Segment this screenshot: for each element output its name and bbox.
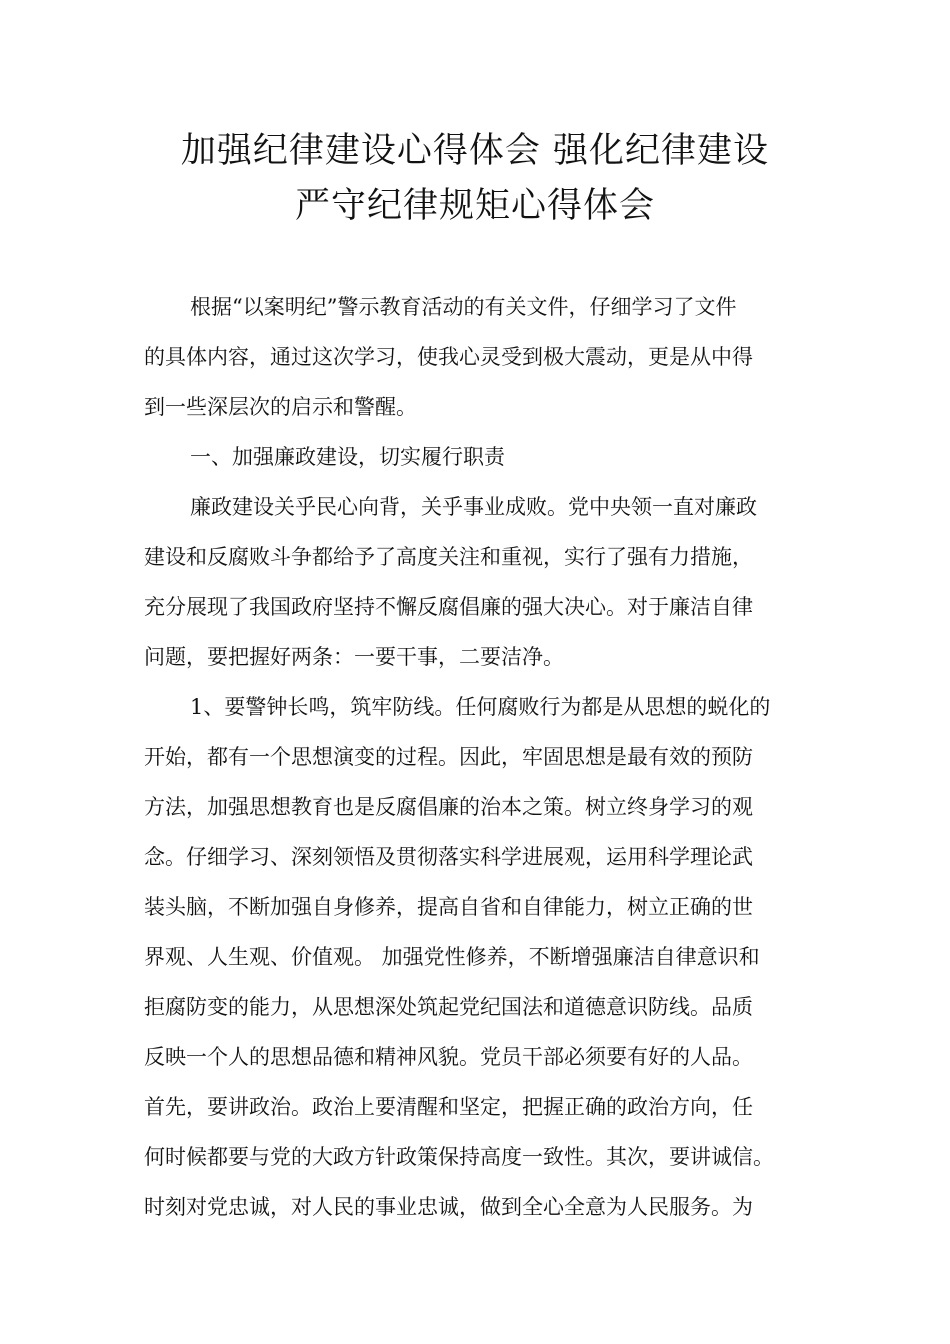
body-line: 到一些深层次的启示和警醒。 (144, 395, 417, 419)
body-line: 开始，都有一个思想演变的过程。因此，牢固思想是最有效的预防 (144, 745, 753, 769)
body-line: 拒腐防变的能力，从思想深处筑起党纪国法和道德意识防线。品质 (144, 995, 753, 1019)
body-line: 念。仔细学习、深刻领悟及贯彻落实科学进展观，运用科学理论武 (144, 845, 753, 869)
body-line: 充分展现了我国政府坚持不懈反腐倡廉的强大决心。对于廉洁自律 (144, 595, 753, 619)
body-line: 首先，要讲政治。政治上要清醒和坚定，把握正确的政治方向，任 (144, 1095, 753, 1119)
document-title-line-1: 加强纪律建设心得体会 强化纪律建设 (180, 131, 770, 171)
body-line: 装头脑，不断加强自身修养，提高自省和自律能力，树立正确的世 (144, 895, 753, 919)
body-line: 界观、人生观、价值观。 加强党性修养，不断增强廉洁自律意识和 (144, 945, 760, 969)
body-line: 廉政建设关乎民心向背，关乎事业成败。党中央领一直对廉政 (190, 495, 757, 519)
section-heading: 一、加强廉政建设，切实履行职责 (190, 445, 505, 469)
document-title-line-2: 严守纪律规矩心得体会 (294, 186, 655, 226)
document-body (144, 282, 809, 1232)
body-line: 方法，加强思想教育也是反腐倡廉的治本之策。树立终身学习的观 (144, 795, 753, 819)
body-line: 问题，要把握好两条：一要干事，二要洁净。 (144, 645, 564, 669)
body-line: 1、要警钟长鸣，筑牢防线。任何腐败行为都是从思想的蜕化的 (190, 695, 771, 719)
body-line: 时刻对党忠诚，对人民的事业忠诚，做到全心全意为人民服务。为 (144, 1195, 753, 1219)
body-line: 反映一个人的思想品德和精神风貌。党员干部必须要有好的人品。 (144, 1045, 753, 1069)
body-line: 建设和反腐败斗争都给予了高度关注和重视，实行了强有力措施， (144, 545, 753, 569)
body-line: 何时候都要与党的大政方针政策保持高度一致性。其次，要讲诚信。 (144, 1145, 774, 1169)
body-line: 根据“以案明纪”警示教育活动的有关文件，仔细学习了文件 (190, 295, 737, 319)
body-line: 的具体内容，通过这次学习，使我心灵受到极大震动，更是从中得 (144, 345, 753, 369)
